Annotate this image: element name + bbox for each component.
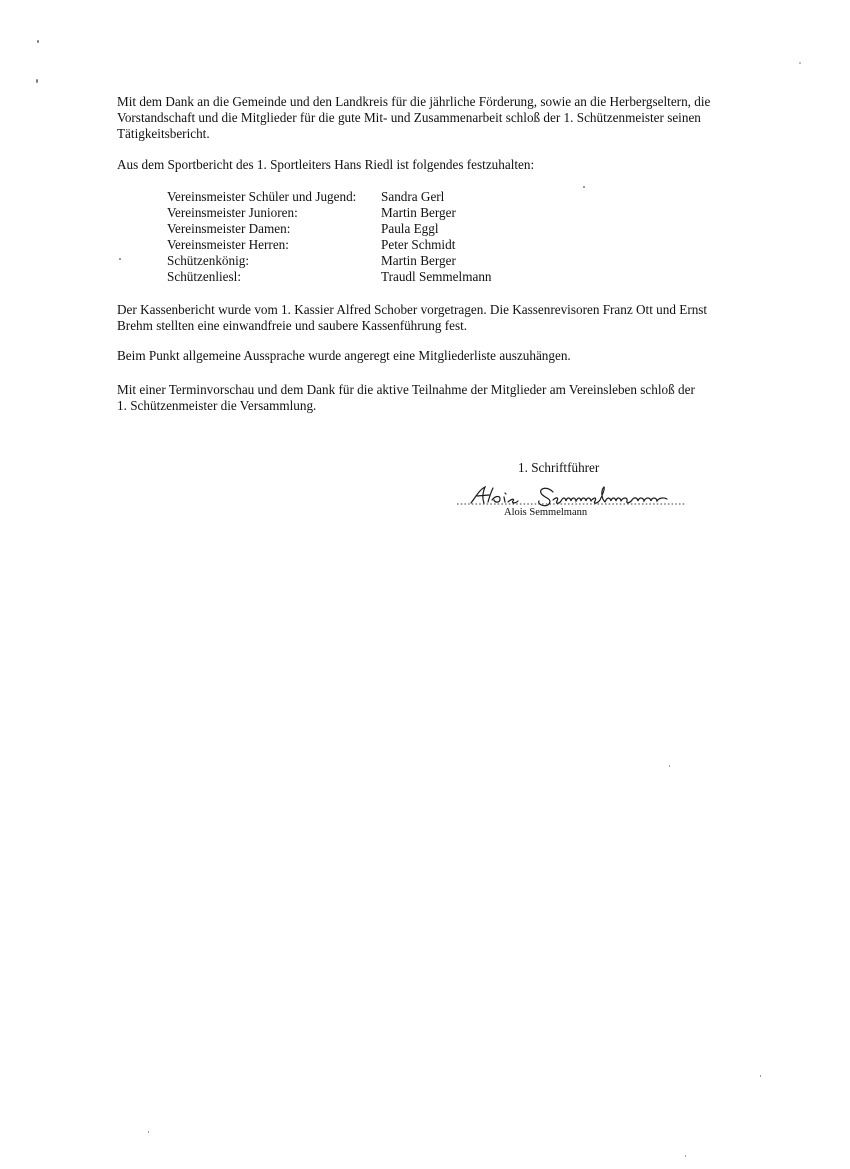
awards-list: [167, 189, 567, 285]
award-name: Paula Eggl: [381, 221, 439, 236]
award-title: Vereinsmeister Junioren:: [167, 205, 298, 220]
award-row: [167, 221, 567, 237]
text-line: Tätigkeitsbericht.: [117, 126, 210, 141]
scan-speck: [685, 1155, 686, 1157]
scan-speck: [760, 1075, 761, 1077]
award-name: Peter Schmidt: [381, 237, 456, 252]
text-line: Vorstandschaft und die Mitglieder für die gute Mit- und Zusammenarbeit schloß der 1. Schützenmeister seinen: [117, 110, 701, 125]
award-title: Vereinsmeister Schüler und Jugend:: [167, 189, 357, 204]
award-title: Vereinsmeister Damen:: [167, 221, 291, 236]
text-line: Brehm stellten eine einwandfreie und saubere Kassenführung fest.: [117, 318, 468, 333]
scan-speck: [669, 765, 670, 767]
scan-speck: [148, 1131, 149, 1133]
text-line: Mit einer Terminvorschau und dem Dank für die aktive Teilnahme der Mitglieder am Vereinsleben schloß der: [117, 382, 695, 397]
text-line: Mit dem Dank an die Gemeinde und den Landkreis für die jährliche Förderung, sowie an die Herbergseltern, die: [117, 94, 711, 109]
signature-role: 1. Schriftführer: [518, 460, 600, 475]
text-line: 1. Schützenmeister die Versammlung.: [117, 398, 317, 413]
paragraph-closing: [117, 382, 742, 414]
scan-speck: [583, 186, 585, 188]
text-line: Beim Punkt allgemeine Aussprache wurde angeregt eine Mitgliederliste auszuhängen.: [117, 348, 571, 363]
text-line: Der Kassenbericht wurde vom 1. Kassier Alfred Schober vorgetragen. Die Kassenrevisoren Franz Ott und Ernst: [117, 302, 708, 317]
award-row: [167, 253, 567, 269]
scan-speck: [37, 40, 39, 43]
award-title: Schützenkönig:: [167, 253, 250, 268]
signature-printed-name: Alois Semmelmann: [504, 507, 588, 518]
paragraph-sport-report: [117, 157, 742, 173]
scan-speck: [799, 62, 801, 64]
scan-speck: [36, 79, 38, 83]
scan-speck: [119, 258, 121, 260]
award-name: Martin Berger: [381, 253, 456, 268]
award-row: [167, 237, 567, 253]
award-name: Traudl Semmelmann: [381, 269, 492, 284]
text-line: Aus dem Sportbericht des 1. Sportleiters Hans Riedl ist folgendes festzuhalten:: [117, 157, 535, 172]
paragraph-treasury-report: [117, 302, 742, 334]
award-row: [167, 269, 567, 285]
paragraph-thanks: [117, 94, 742, 142]
award-name: Sandra Gerl: [381, 189, 445, 204]
paragraph-discussion: [117, 348, 742, 364]
award-row: [167, 205, 567, 221]
signature-block: [455, 460, 705, 530]
award-title: Schützenliesl:: [167, 269, 241, 284]
award-title: Vereinsmeister Herren:: [167, 237, 289, 252]
award-name: Martin Berger: [381, 205, 456, 220]
award-row: [167, 189, 567, 205]
